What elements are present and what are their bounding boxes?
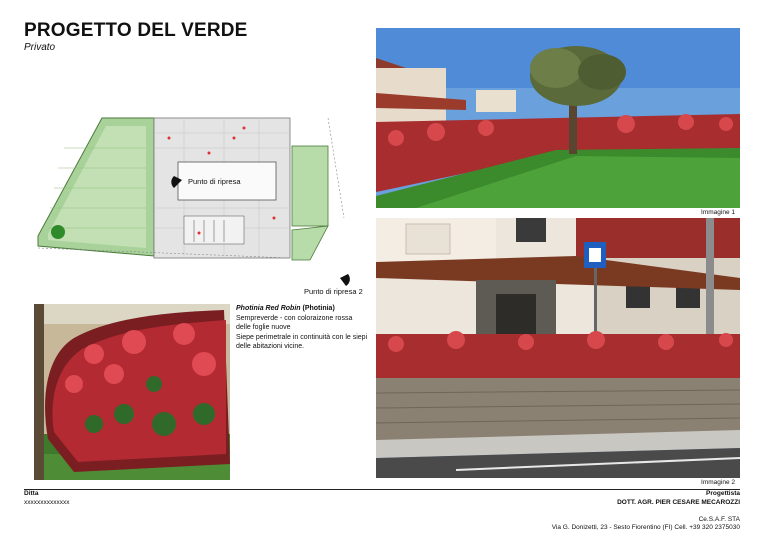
page-title: PROGETTO DEL VERDE: [24, 20, 248, 41]
viewpoint-2-marker: [340, 274, 350, 286]
organization-name: Ce.S.A.F. STA: [698, 516, 740, 523]
site-plan: [34, 108, 363, 298]
photinia-hedge-photo: [34, 304, 230, 480]
plant-line-1: Sempreverde - con coloraizone rossa delle foglie nuove: [236, 314, 353, 331]
plant-description: [236, 304, 368, 352]
progettista-name: DOTT. AGR. PIER CESARE MECAROZZI: [617, 499, 740, 506]
image-2-caption: Immagine 2: [701, 479, 735, 486]
plan-lawn-right: [292, 146, 328, 260]
ditta-value: xxxxxxxxxxxxxx: [24, 499, 70, 506]
image-1-photo: [376, 28, 740, 208]
progettista-label: Progettista: [706, 490, 740, 497]
plant-name-suffix: (Photinia): [300, 305, 335, 312]
image-2-photo: [376, 218, 740, 478]
viewpoint-2-label: Punto di ripresa 2: [304, 287, 363, 296]
image-1-caption: Immagine 1: [701, 209, 735, 216]
page-subtitle: Privato: [24, 42, 56, 53]
viewpoint-1-label: Punto di ripresa: [188, 177, 241, 186]
plant-name: Photinia Red Robin: [236, 305, 301, 312]
plan-lawn-left: [38, 118, 154, 256]
plant-line-2: Siepe perimetrale in continuità con le siepi delle abitazioni vicine.: [236, 333, 368, 350]
ditta-label: Ditta: [24, 490, 39, 497]
contact-address: Via G. Donizetti, 23 - Sesto Fiorentino (FI) Cell. +39 320 2375030: [551, 524, 740, 531]
plan-house: [154, 118, 290, 258]
